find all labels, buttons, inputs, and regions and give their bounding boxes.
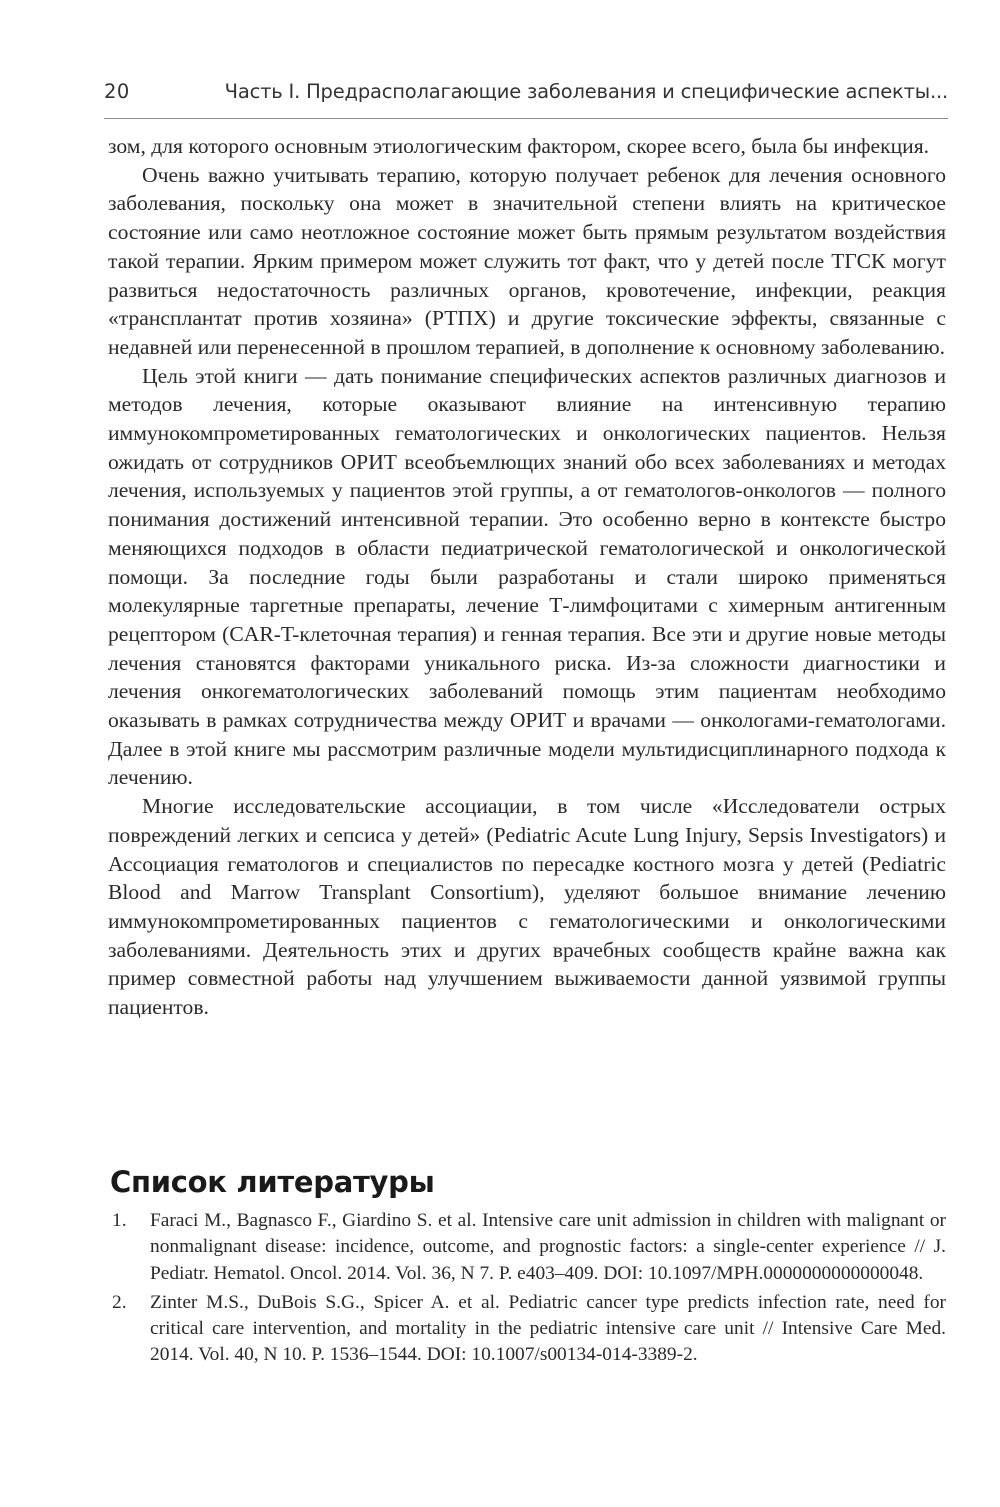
paragraph-therapy: Очень важно учитывать терапию, которую получает ребенок для лечения основного заболевания, поскольку она может в значительной степени влиять на критическое состояние или само неотложное состояние может быть прямым результатом воздействия такой терапии. Ярким примером может служить тот факт, что у детей после ТГСК могут развиться недостаточность различных органов, кровотечение, инфекции, реакция «трансплантат против хозяина» (РТПХ) и другие токсические эффекты, связанные с недавней или перенесенной в прошлом терапией, в дополнение к основному заболеванию. (108, 162, 946, 359)
running-header (104, 80, 948, 114)
paragraph-book-goal: Цель этой книги — дать понимание специфических аспектов различных диагнозов и методов лечения, которые оказывают влияние на интенсивную терапию иммунокомпрометированных гематологических и онкологических пациентов. Нельзя ожидать от сотрудников ОРИТ всеобъемлющих знаний обо всех заболеваниях и методах лечения, используемых у пациентов этой группы, а от гематологов-онкологов — полного понимания достижений интенсивной терапии. Это особенно верно в контексте быстро меняющихся подходов в области педиатрической гематологической и онкологической помощи. За последние годы были разработаны и стали широко применяться молекулярные таргетные препараты, лечение Т-лимфоцитами с химерным антигенным рецептором (CAR-T-клеточная терапия) и генная терапия. Все эти и другие новые методы лечения становятся факторами уникального риска. Из-за сложности диагностики и лечения онкогематологических заболеваний помощь этим пациентам необходимо оказывать в рамках сотрудничества между ОРИТ и врачами — онкологами-гематологами. Далее в этой книге мы рассмотрим различные модели мультидисциплинарного подхода к лечению. (108, 363, 946, 790)
reference-number: 1. (112, 1210, 127, 1231)
reference-item (112, 1208, 946, 1287)
paragraph-continuation: зом, для которого основным этиологическим фактором, скорее всего, была бы инфекция. (108, 134, 930, 158)
page-number: 20 (104, 80, 130, 103)
reference-number: 2. (112, 1291, 127, 1313)
running-title: Часть I. Предрасполагающие заболевания и специфические аспекты... (224, 80, 948, 103)
reference-text: Faraci M., Bagnasco F., Giardino S. et al. Intensive care unit admission in children with malignant or nonmalignant disease: incidence, outcome, and prognostic factors: a single-center experience // J. Pediatr. Hematol. Oncol. 2014. Vol. 36, N 7. P. e403–409. DOI: 10.1097/MPH.0000000000000048. (150, 1210, 946, 1284)
paragraph-associations: Многие исследовательские ассоциации, в том числе «Исследователи острых повреждений легких и сепсиса у детей» (Pediatric Acute Lung Injury, Sepsis Investigators) и Ассоциация гематологов и специалистов по пересадке костного мозга у детей (Pediatric Blood and Marrow Transplant Consortium), уделяют большое внимание лечению иммунокомпрометированных пациентов с гематологическими и онкологическими заболеваниями. Деятельность этих и других врачебных сообществ крайне важна как пример совместной работы над улучшением выживаемости данной уязвимой группы пациентов. (108, 794, 946, 1020)
references-list (112, 1208, 946, 1372)
body-text (108, 132, 946, 1022)
references-heading: Список литературы (110, 1165, 435, 1199)
reference-item (112, 1290, 946, 1369)
header-divider (104, 118, 948, 119)
reference-text: Zinter M.S., DuBois S.G., Spicer A. et al. Pediatric cancer type predicts infection rate, need for critical care intervention, and mortality in the pediatric intensive care unit // Intensive Care Med. 2014. Vol. 40, N 10. P. 1536–1544. DOI: 10.1007/s00134-014-3389-2. (150, 1291, 946, 1366)
